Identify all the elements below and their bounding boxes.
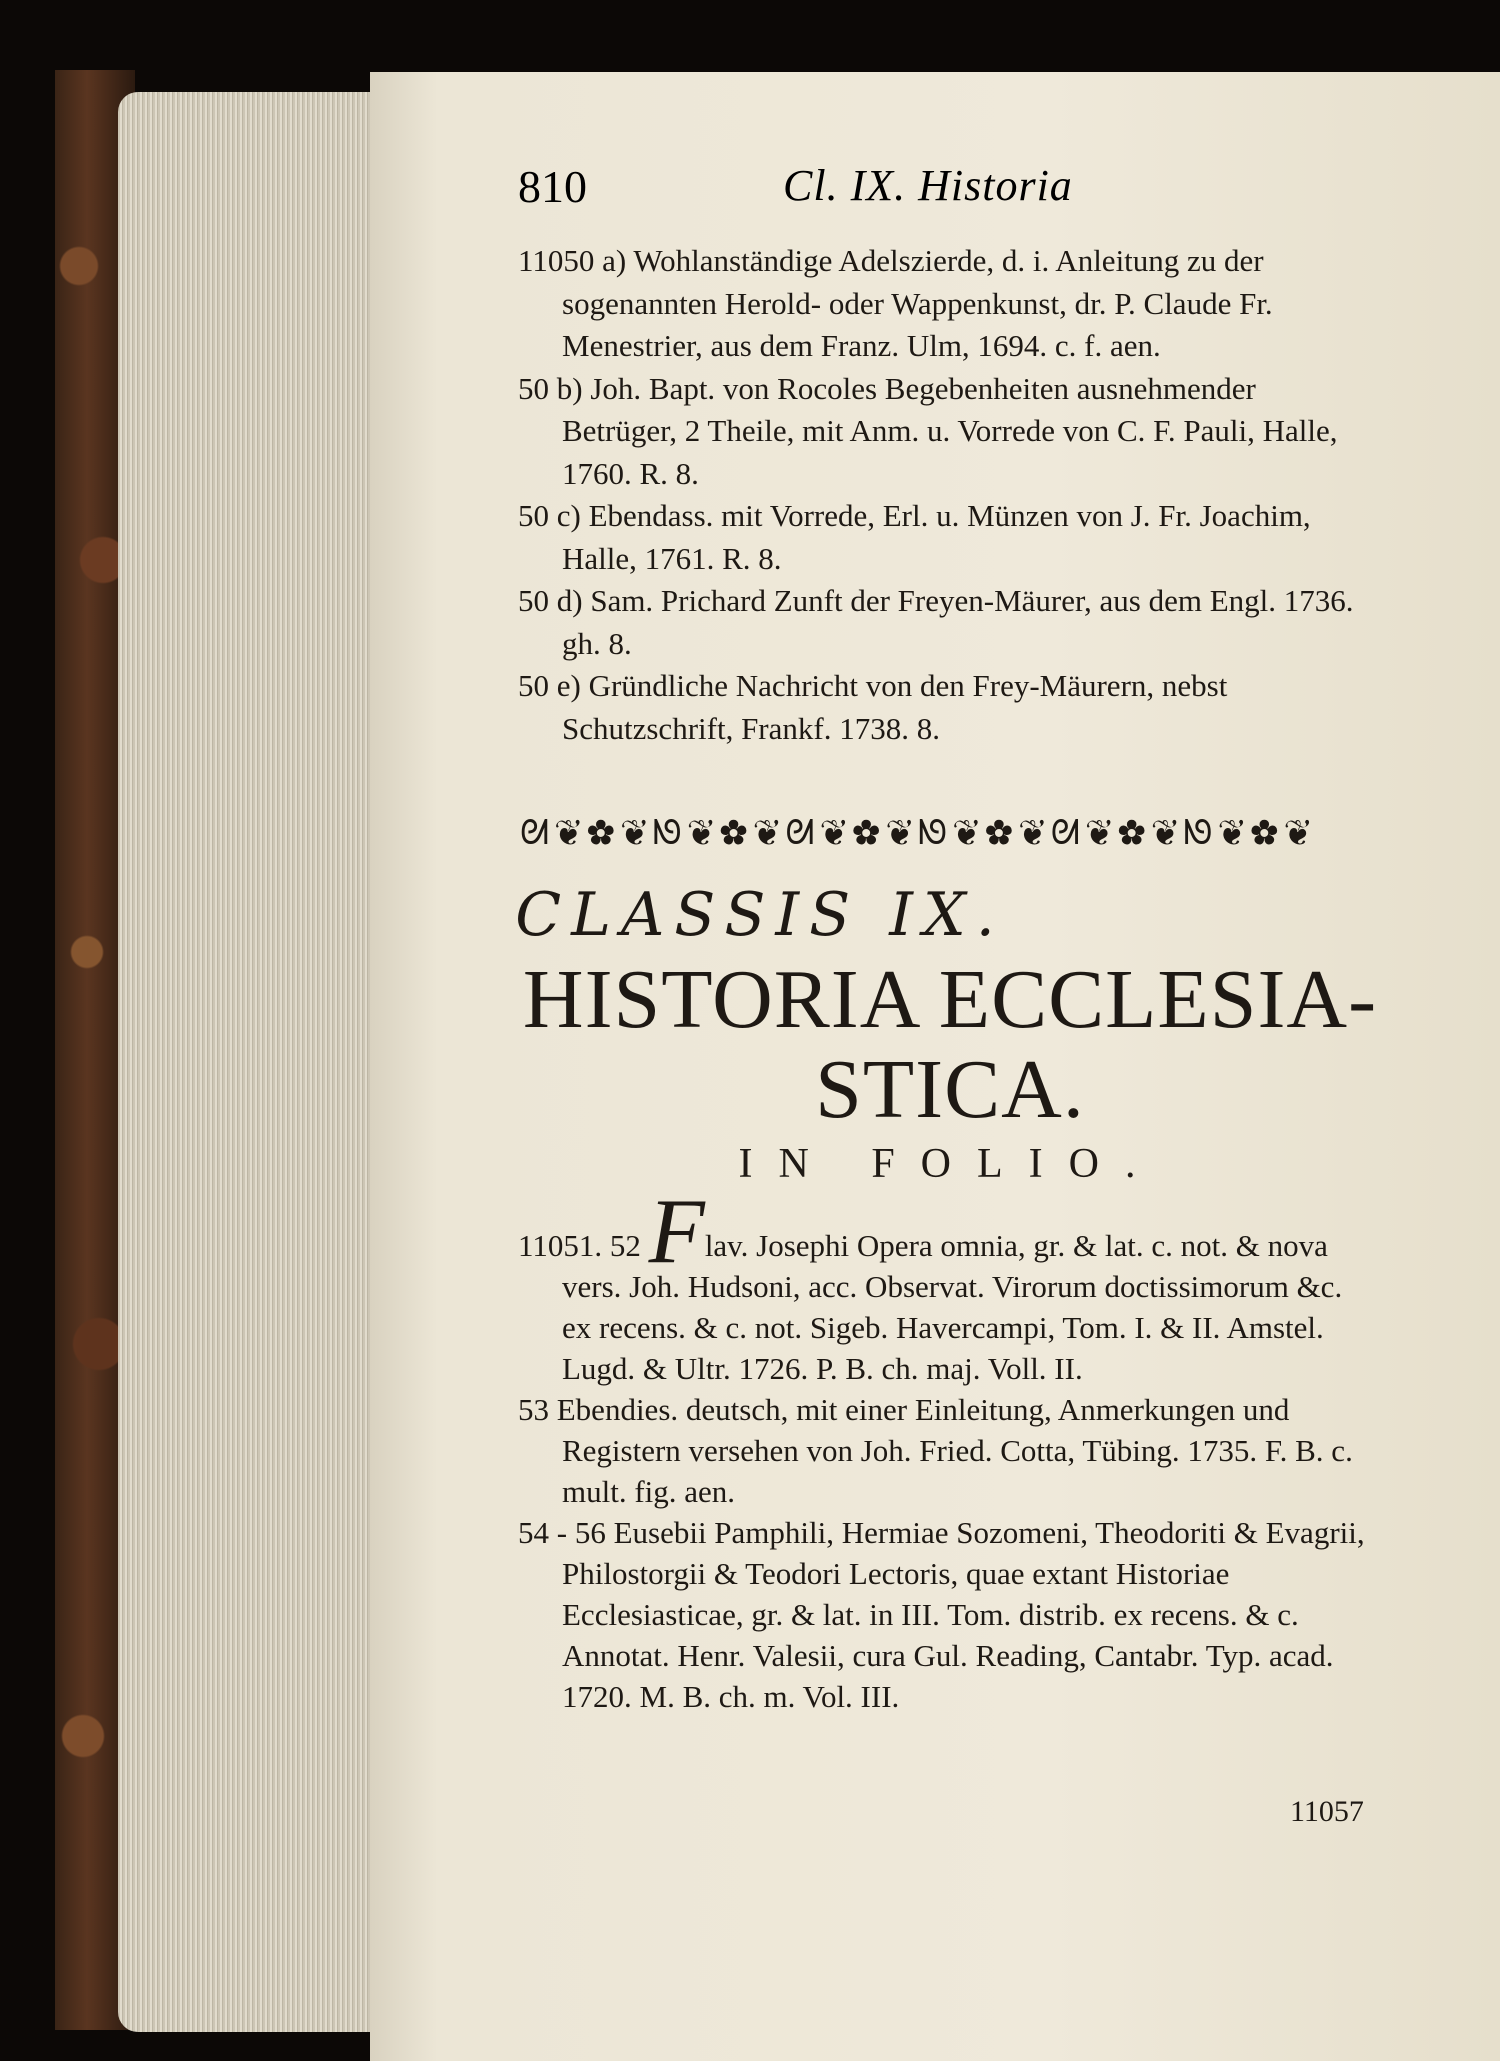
format-heading: IN FOLIO. xyxy=(738,1141,1162,1187)
page-edges xyxy=(118,92,378,2032)
entries-list-folio xyxy=(518,1180,1378,1717)
catalog-entry: 11050 a) Wohlanständige Adelszierde, d. i. Anleitung zu der sogenannten Herold- oder Wappenkunst, dr. P. Claude Fr. Menestrier, aus dem Franz. Ulm, 1694. c. f. aen. xyxy=(518,243,1273,363)
catalog-entry: 54 - 56 Eusebii Pamphili, Hermiae Sozomeni, Theodoriti & Evagrii, Philostorgii & Teodori Lectoris, quae extant Historiae Ecclesiasticae, gr. & lat. in III. Tom. distrib. ex recens. & c. Annotat. Henr. Valesii, cura Gul. Reading, Cantabr. Typ. acad. 1720. M. B. ch. m. Vol. III. xyxy=(518,1515,1365,1714)
entry-number: 11051. 52 xyxy=(518,1228,641,1263)
section-title: HISTORIA ECCLESIA-STICA. xyxy=(522,953,1378,1136)
catalog-entry: 50 b) Joh. Bapt. von Rocoles Begebenheiten ausnehmender Betrüger, 2 Theile, mit Anm. u. Vorrede von C. F. Pauli, Halle, 1760. R. 8. xyxy=(518,370,1338,491)
ornament-divider: ᘛ❦✿❦ᘚ❦✿❦ᘛ❦✿❦ᘚ❦✿❦ᘛ❦✿❦ᘚ❦✿❦ xyxy=(520,815,1317,852)
entry-text: lav. Josephi Opera omnia, gr. & lat. c. not. & nova vers. Joh. Hudsoni, acc. Observat. Virorum doctissimorum &c. ex recens. & c. not. Sigeb. Havercampi, Tom. I. & II. Amstel. Lugd. & Ultr. 1726. P. B. ch. maj. Voll. II. xyxy=(562,1228,1343,1386)
catalog-entry: 50 c) Ebendass. mit Vorrede, Erl. u. Münzen von J. Fr. Joachim, Halle, 1761. R. 8. xyxy=(518,498,1311,576)
catalog-entry: 53 Ebendies. deutsch, mit einer Einleitung, Anmerkungen und Registern versehen von Joh. Fried. Cotta, Tübing. 1735. F. B. c. mult. fig. aen. xyxy=(518,1392,1353,1509)
catalog-entry: 50 e) Gründliche Nachricht von den Frey-Mäurern, nebst Schutzschrift, Frankf. 1738. 8. xyxy=(518,668,1228,746)
entries-list xyxy=(518,240,1378,750)
page-number: 810 xyxy=(518,161,587,212)
running-title: Cl. IX. Historia xyxy=(783,161,1073,210)
page-header xyxy=(518,160,1138,220)
drop-cap: F xyxy=(648,1180,705,1282)
class-heading: CLASSIS IX. xyxy=(515,880,1005,950)
catalog-entry xyxy=(518,1180,1378,1389)
catalog-entry: 50 d) Sam. Prichard Zunft der Freyen-Mäurer, aus dem Engl. 1736. gh. 8. xyxy=(518,583,1354,661)
catchword: 11057 xyxy=(1290,1795,1364,1828)
